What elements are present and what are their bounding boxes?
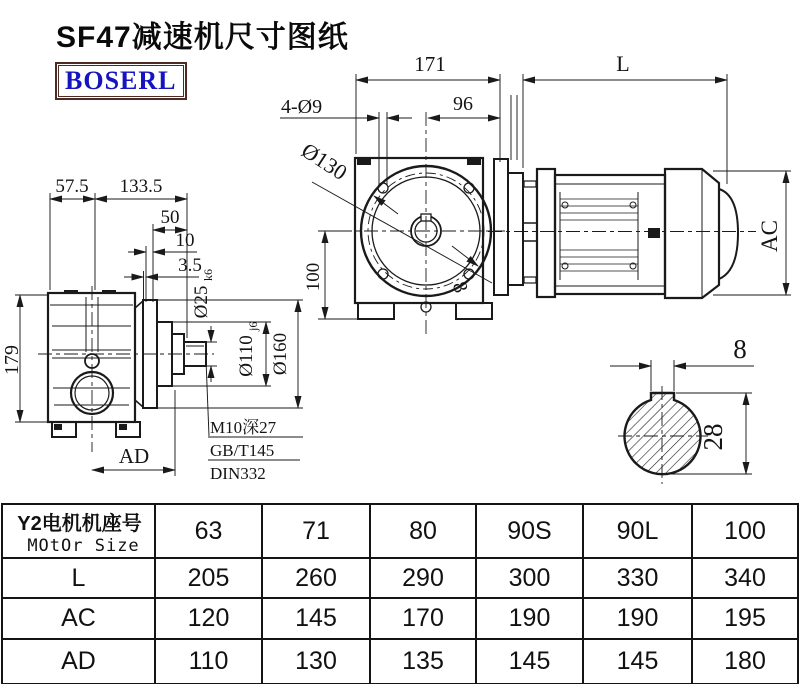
dim-57-5-label: 57.5 [55,176,89,197]
dim-d160-label: Ø160 [270,332,291,376]
dim-d110-label: Ø110 [236,335,257,377]
col-header-80: 80 [370,504,476,558]
note-gb-standard: GB/T145 [210,441,275,460]
cell-ac-100: 195 [692,598,798,639]
logo-text: BOSERL [65,66,177,95]
cell-l-100: 340 [692,558,798,598]
header-chinese: Y2电机机座号 [17,512,142,535]
dim-100-label: 100 [303,262,324,292]
header-english: MOtOr Size [27,535,140,556]
front-view [312,112,505,334]
note-m10-depth: M10深27 [210,418,277,437]
cell-ac-63: 120 [155,598,262,639]
left-view [38,286,214,452]
cell-l-90l: 330 [583,558,692,598]
cell-ad-90l: 145 [583,639,692,684]
dim-8-front-label: 8 [447,278,472,296]
cell-l-63: 205 [155,558,262,598]
row-label-ac: AC [2,598,155,639]
cell-ad-71: 130 [262,639,370,684]
dim-d25-tolerance: k6 [201,269,215,281]
cell-l-71: 260 [262,558,370,598]
table-row-ac [2,598,798,639]
motor-size-table [1,503,799,684]
page-title: SF47减速机尺寸图纸 [56,21,349,54]
cell-ac-90s: 190 [476,598,583,639]
cell-ad-80: 135 [370,639,476,684]
motor-size-header-cell [2,504,155,558]
col-header-90l: 90L [583,504,692,558]
dim-96-label: 96 [453,93,473,115]
col-header-63: 63 [155,504,262,558]
cell-l-90s: 300 [476,558,583,598]
dim-3-5-label: 3.5 [178,255,202,276]
cell-l-80: 290 [370,558,476,598]
cell-ac-90l: 190 [583,598,692,639]
cell-ad-100: 180 [692,639,798,684]
col-header-71: 71 [262,504,370,558]
col-header-90s: 90S [476,504,583,558]
boserl-logo-inner [58,65,184,97]
cell-ad-90s: 145 [476,639,583,684]
dim-10-label: 10 [175,230,195,251]
shaft-section [610,360,754,484]
table-row-ad [2,639,798,684]
cell-ac-80: 170 [370,598,476,639]
table-header-row [2,504,798,558]
table-row-l [2,558,798,598]
dim-50-label: 50 [160,207,180,228]
dim-d110-tolerance: j6 [246,321,260,331]
dim-d130-label: Ø130 [297,137,352,186]
dim-keyway-width-label: 8 [733,334,747,364]
dim-4-holes-label: 4-Ø9 [281,96,323,118]
row-label-ad: AD [2,639,155,684]
note-din-standard: DIN332 [210,464,266,483]
dim-keyway-height-label: 28 [698,423,728,451]
col-header-100: 100 [692,504,798,558]
motor-view [488,159,791,298]
dim-ad-label: AD [118,444,150,468]
dim-d25-label: Ø25 [191,285,212,319]
dim-133-5-label: 133.5 [119,176,163,197]
cell-ad-63: 110 [155,639,262,684]
cell-ac-71: 145 [262,598,370,639]
boserl-logo-box [55,62,187,100]
dim-171-label: 171 [414,52,446,76]
dim-l-label: L [616,51,630,76]
row-label-l: L [2,558,155,598]
dim-ac-label: AC [757,220,782,252]
dim-179-label: 179 [1,345,23,375]
